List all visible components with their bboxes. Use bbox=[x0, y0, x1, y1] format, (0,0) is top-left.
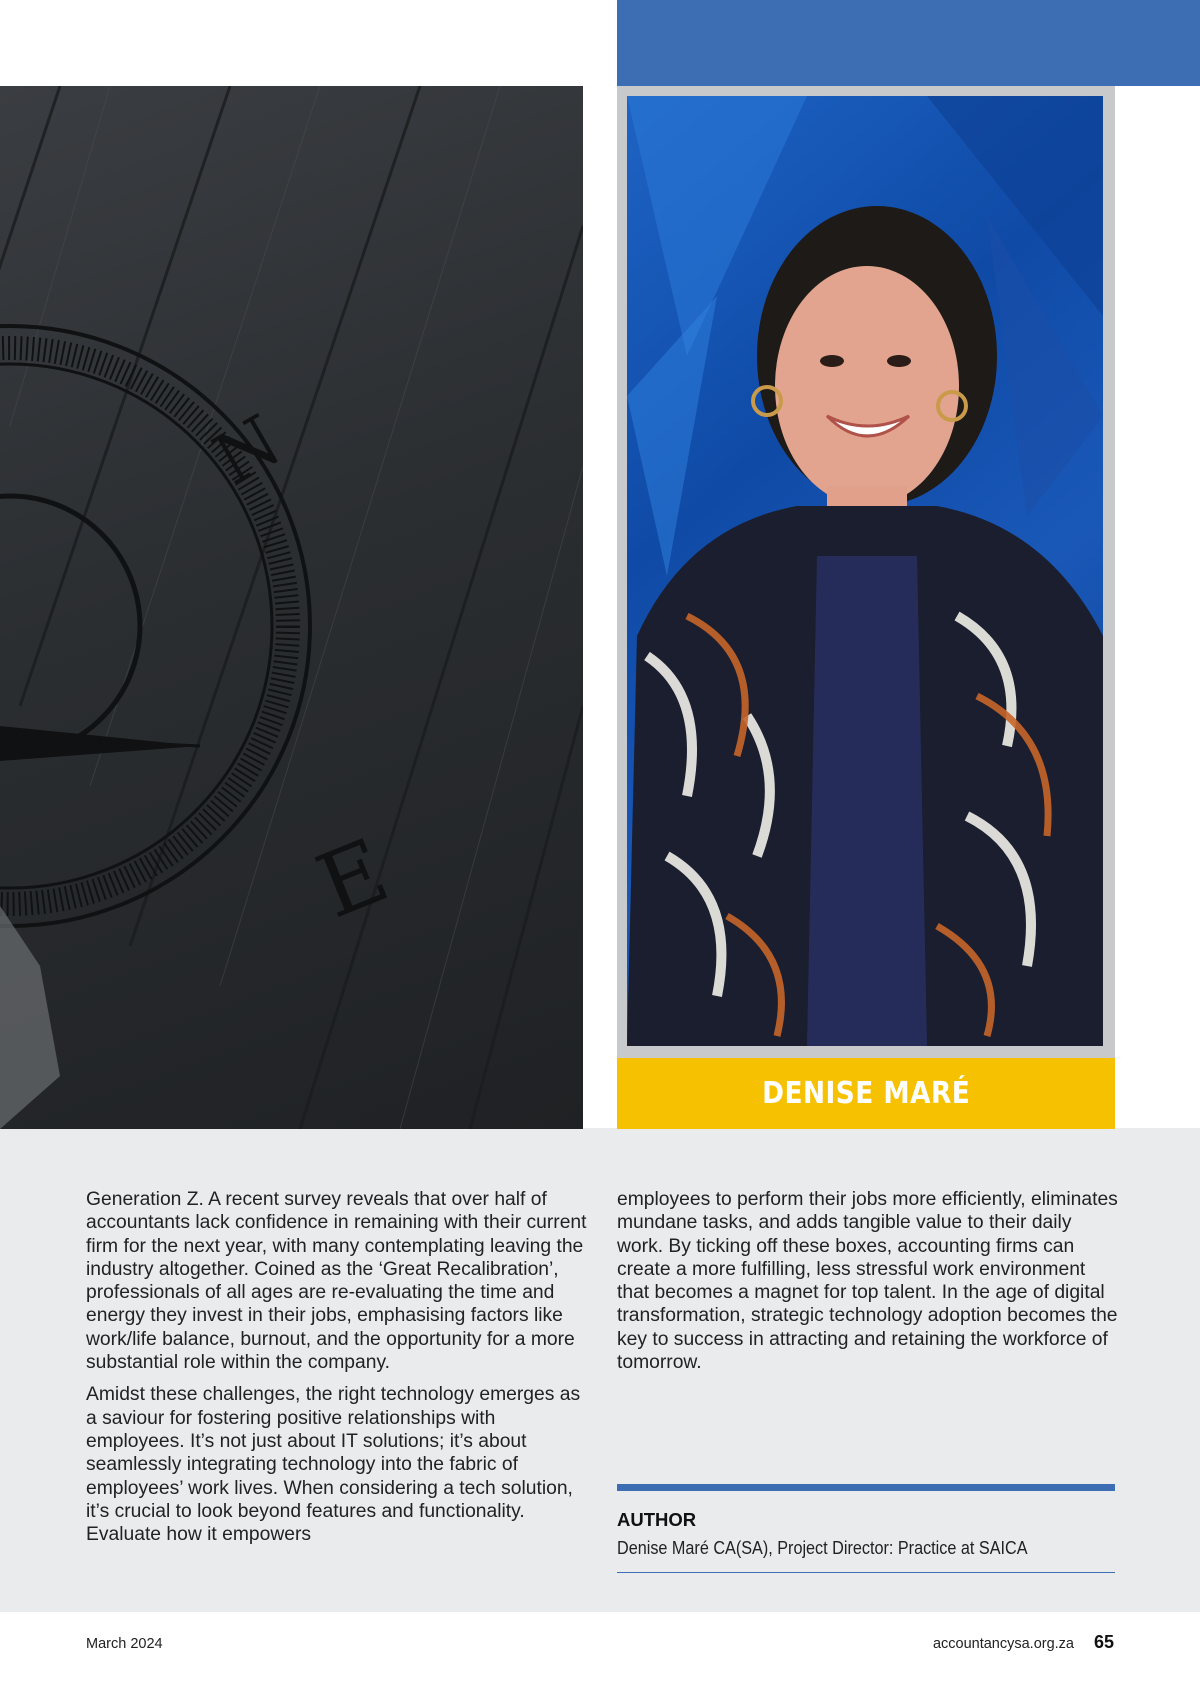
compass-photo bbox=[0, 86, 583, 1129]
author-bottom-rule bbox=[617, 1572, 1115, 1573]
name-banner bbox=[617, 1058, 1115, 1129]
paragraph: Generation Z. A recent survey reveals that over half of accountants lack confidence in remaining with their current firm for the next year, with many contemplating leaving the industry altogether. Coined as the ‘Great Recalibration’, professionals of all ages are re-evaluating the time and energy they invest in their jobs, emphasising factors like work/life balance, burnout, and the opportunity for a more substantial role within the company. bbox=[86, 1189, 587, 1374]
footer-date: March 2024 bbox=[86, 1636, 163, 1652]
page-number: 65 bbox=[1094, 1632, 1115, 1652]
top-accent-bar bbox=[617, 0, 1200, 86]
portrait-frame bbox=[617, 86, 1115, 1058]
footer-website-link[interactable]: accountancysa.org.za bbox=[932, 1636, 1074, 1652]
article-column-right bbox=[617, 1188, 1122, 1383]
paragraph: employees to perform their jobs more efficiently, eliminates mundane tasks, and adds tangible value to their daily work. By ticking off these boxes, accounting firms can create a more fulfilling, less stressful work environment that becomes a magnet for top talent. In the age of digital transformation, strategic technology adoption becomes the key to success in attracting and retaining the workforce of tomorrow. bbox=[617, 1189, 1118, 1374]
paragraph: Amidst these challenges, the right technology emerges as a saviour for fostering positive relationships with employees. It’s not just about IT solutions; it’s about seamlessly integrating technology into the fabric of employees’ work lives. When considering a tech solution, it’s crucial to look beyond features and functionality. Evaluate how it empowers bbox=[86, 1384, 581, 1546]
compass-letter-e: E bbox=[303, 818, 402, 939]
author-credit: Denise Maré CA(SA), Project Director: Practice at SAICA bbox=[617, 1538, 1028, 1558]
author-top-rule bbox=[617, 1484, 1115, 1491]
author-portrait bbox=[627, 96, 1103, 1046]
name-banner-text: DENISE MARÉ bbox=[761, 1076, 971, 1111]
author-label: AUTHOR bbox=[617, 1509, 697, 1530]
article-column-left bbox=[86, 1188, 591, 1555]
compass-letter-n: N bbox=[200, 399, 295, 502]
